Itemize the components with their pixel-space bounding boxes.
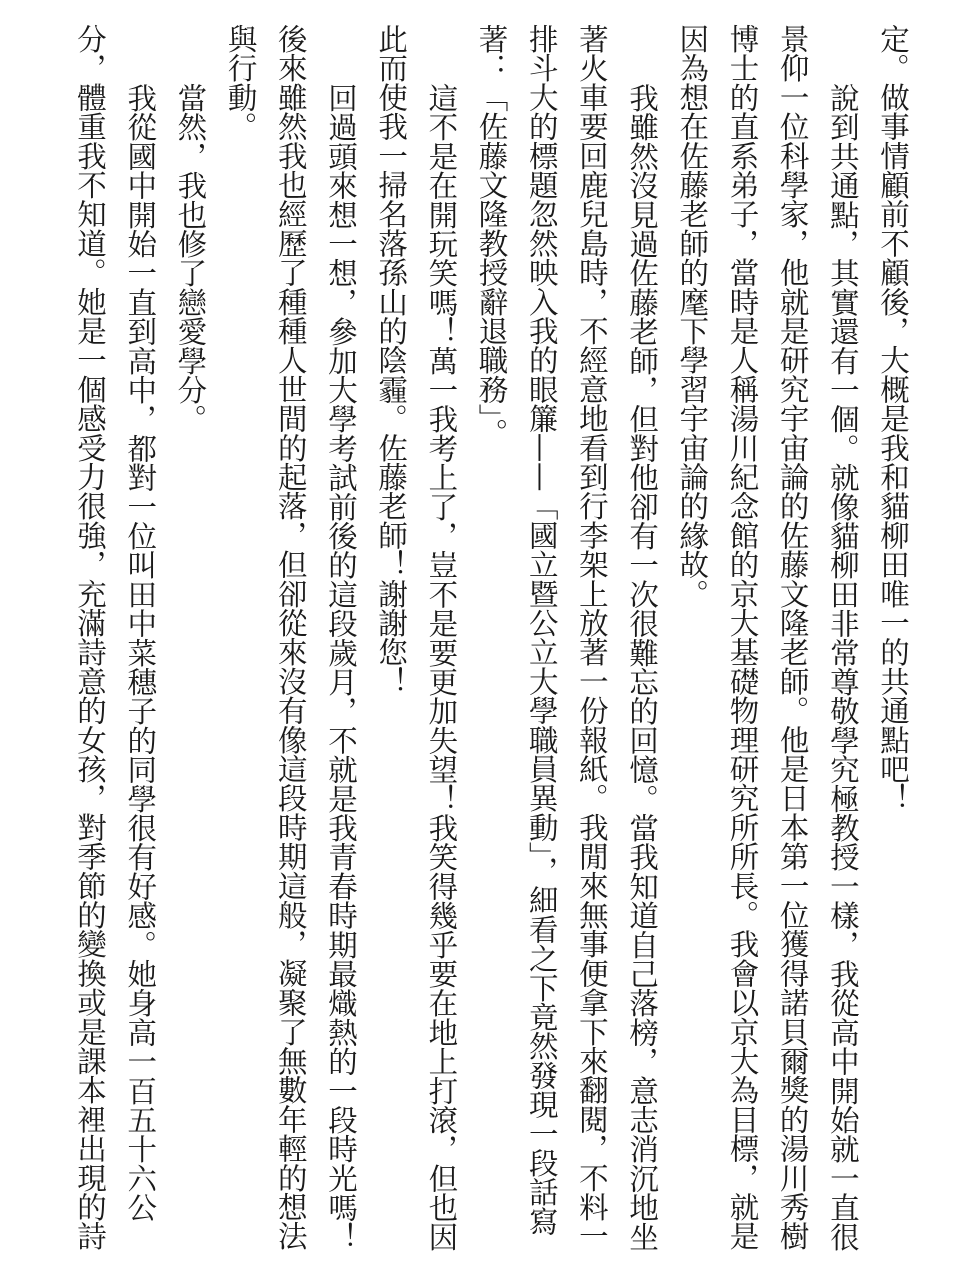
text-column: 後來雖然我也經歷了種種人世間的起落，但卻從來沒有像這段時期這般，凝聚了無數年輕的想法 [273,24,308,1251]
text-column: 排斗大的標題忽然映入我的眼簾——「國立暨公立大學職員異動」，細看之下竟然發現一段話寫 [524,24,559,1236]
text-column: 定。做事情顧前不顧後，大概是我和貓柳田唯一的共通點吧！ [876,24,910,813]
text-column: 當然，我也修了戀愛學分。 [173,83,208,434]
text-column: 與行動。 [223,24,258,141]
text-column: 這不是在開玩笑嗎！萬一我考上了，豈不是要更加失望！我笑得幾乎要在地上打滾，但也因 [424,83,459,1252]
vertical-text-page [65,24,918,1264]
text-column: 我從國中開始一直到高中，都對一位叫田中菜穗子的同學很有好感。她身高一百五十六公 [123,83,158,1222]
text-column: 著：「佐藤文隆教授辭退職務」。 [474,24,509,448]
text-column: 此而使我一掃名落孫山的陰霾。佐藤老師！謝謝您！ [374,24,409,696]
text-column: 博士的直系弟子，當時是人稱湯川紀念館的京大基礎物理研究所所長。我會以京大為目標，就是 [725,24,760,1251]
text-column: 因為想在佐藤老師的麾下學習宇宙論的緣故。 [675,24,710,609]
text-column: 景仰一位科學家，他就是研究宇宙論的佐藤文隆老師。他是日本第一位獲得諾貝爾獎的湯川秀樹 [775,24,810,1251]
text-column: 回過頭來想一想，參加大學考試前後的這段歲月，不就是我青春時期最熾熱的一段時光嗎！ [323,83,358,1252]
text-column: 分，體重我不知道。她是一個感受力很強，充滿詩意的女孩，對季節的變換或是課本裡出現的詩 [73,24,107,1251]
text-column: 說到共通點，其實還有一個。就像貓柳田非常尊敬學究極教授一樣，我從高中開始就一直很 [825,83,860,1252]
text-column: 著火車要回鹿兒島時，不經意地看到行李架上放著一份報紙。我閒來無事便拿下來翻閱，不料一 [574,24,609,1251]
text-column: 我雖然沒見過佐藤老師，但對他卻有一次很難忘的回憶。當我知道自己落榜，意志消沉地坐 [625,83,660,1252]
